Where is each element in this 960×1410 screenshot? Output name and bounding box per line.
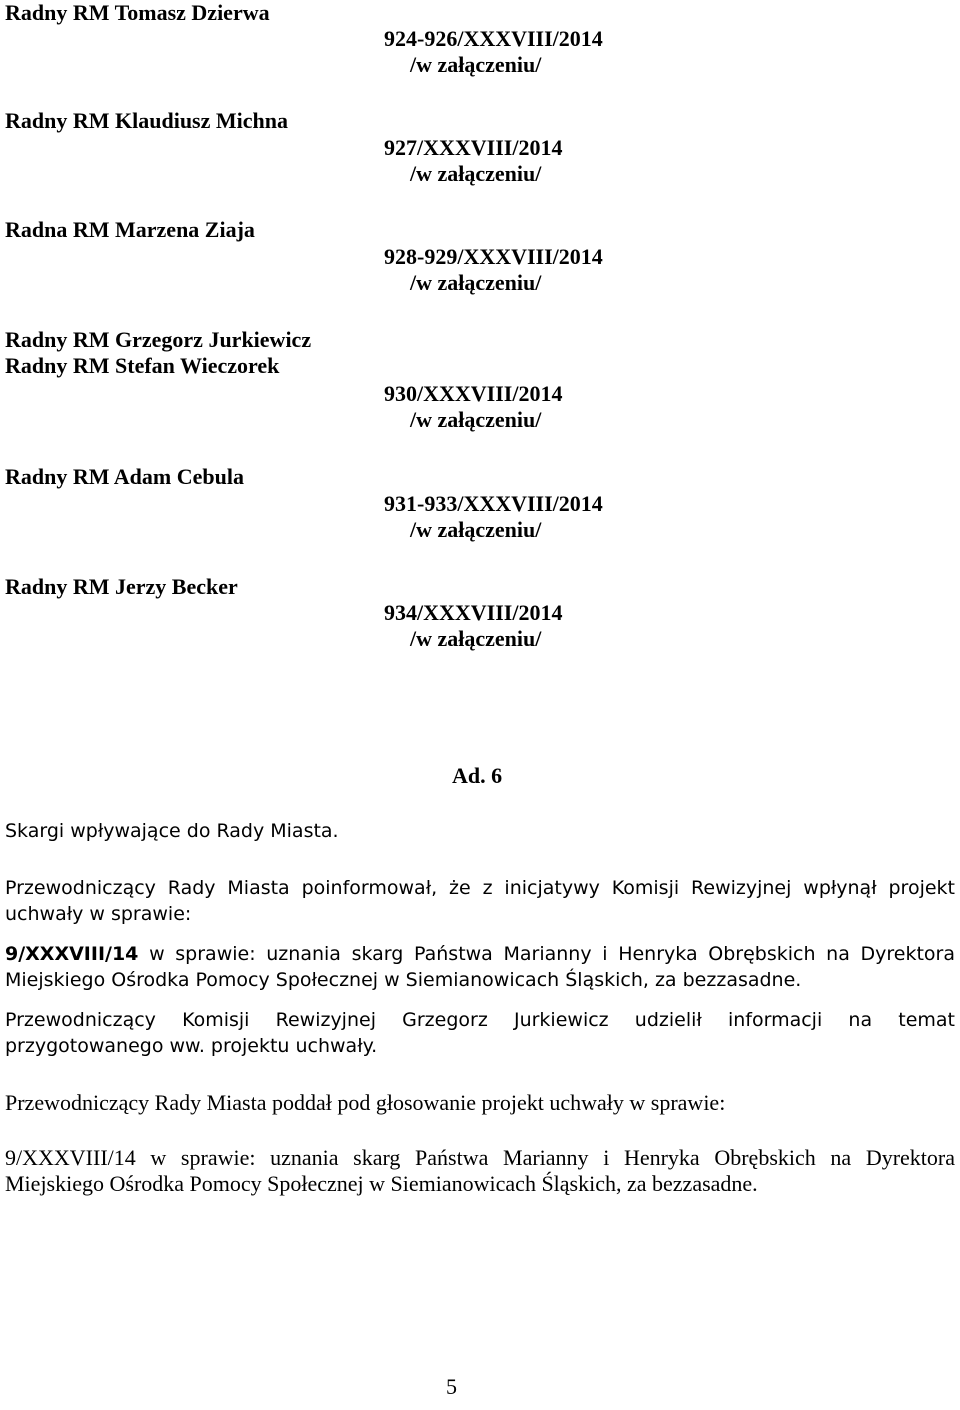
attachment-note: /w załączeniu/ (410, 161, 542, 186)
section-subtitle: Skargi wpływające do Rady Miasta. (5, 820, 339, 842)
paragraph-line: Miejskiego Ośrodka Pomocy Społecznej w Siemianowicach Śląskich, za bezzasadne. (5, 969, 802, 991)
attachment-note: /w załączeniu/ (410, 626, 542, 651)
paragraph-line (5, 941, 955, 967)
resolution-subject: w sprawie: uznania skarg Państwa Marianny i Henryka Obrębskich na Dyrektora (138, 943, 955, 965)
paragraph-vote-call (5, 1090, 955, 1116)
councillor-name: Radny RM Klaudiusz Michna (5, 108, 288, 133)
councillor-name: Radny RM Jerzy Becker (5, 574, 238, 599)
councillor-name-group (5, 327, 311, 379)
resolution-number: 927/XXXVIII/2014 (384, 135, 563, 160)
resolution-row (0, 217, 960, 295)
paragraph-line: Miejskiego Ośrodka Pomocy Społecznej w Siemianowicach Śląskich, za bezzasadne. (5, 1171, 758, 1196)
resolution-row (0, 327, 960, 432)
page-number: 5 (446, 1374, 457, 1399)
attachment-note: /w załączeniu/ (410, 517, 542, 542)
resolution-number: 931-933/XXXVIII/2014 (384, 491, 603, 516)
resolution-ref (384, 135, 562, 187)
resolution-ref (384, 244, 603, 296)
paragraph-committee-info (5, 1007, 955, 1059)
resolution-ref (384, 381, 562, 433)
paragraph-line: uchwały w sprawie: (5, 903, 192, 925)
paragraph-vote-subject (5, 1145, 955, 1197)
councillor-name: Radny RM Stefan Wieczorek (5, 353, 280, 378)
resolution-ref (384, 491, 603, 543)
paragraph-announcement (5, 875, 955, 927)
paragraph-line: przygotowanego ww. projektu uchwały. (5, 1035, 378, 1057)
resolution-ref (384, 600, 562, 652)
councillor-name: Radny RM Grzegorz Jurkiewicz (5, 327, 312, 352)
resolution-row (0, 108, 960, 186)
resolution-number: 934/XXXVIII/2014 (384, 600, 563, 625)
paragraph-line: Przewodniczący Rady Miasta poddał pod głosowanie projekt uchwały w sprawie: (5, 1090, 726, 1115)
section-heading: Ad. 6 (452, 763, 503, 788)
paragraph-resolution-draft (5, 941, 955, 993)
attachment-note: /w załączeniu/ (410, 407, 542, 432)
resolution-number: 924-926/XXXVIII/2014 (384, 26, 603, 51)
attachment-note: /w załączeniu/ (410, 52, 542, 77)
paragraph-line: Przewodniczący Rady Miasta poinformował, że z inicjatywy Komisji Rewizyjnej wpłynął projekt (5, 877, 955, 899)
resolution-code: 9/XXXVIII/14 (5, 943, 139, 965)
resolution-row (0, 464, 960, 542)
resolution-ref (384, 26, 603, 78)
attachment-note: /w załączeniu/ (410, 270, 542, 295)
councillor-name: Radna RM Marzena Ziaja (5, 217, 255, 242)
resolution-row (0, 574, 960, 651)
paragraph-line: Przewodniczący Komisji Rewizyjnej Grzegorz Jurkiewicz udzielił informacji na temat (5, 1009, 955, 1031)
resolution-number: 930/XXXVIII/2014 (384, 381, 563, 406)
councillor-name: Radny RM Tomasz Dzierwa (5, 0, 270, 25)
resolution-number: 928-929/XXXVIII/2014 (384, 244, 603, 269)
councillor-name: Radny RM Adam Cebula (5, 464, 244, 489)
resolution-row (0, 0, 960, 77)
paragraph-line: 9/XXXVIII/14 w sprawie: uznania skarg Państwa Marianny i Henryka Obrębskich na Dyrektora (5, 1145, 955, 1170)
